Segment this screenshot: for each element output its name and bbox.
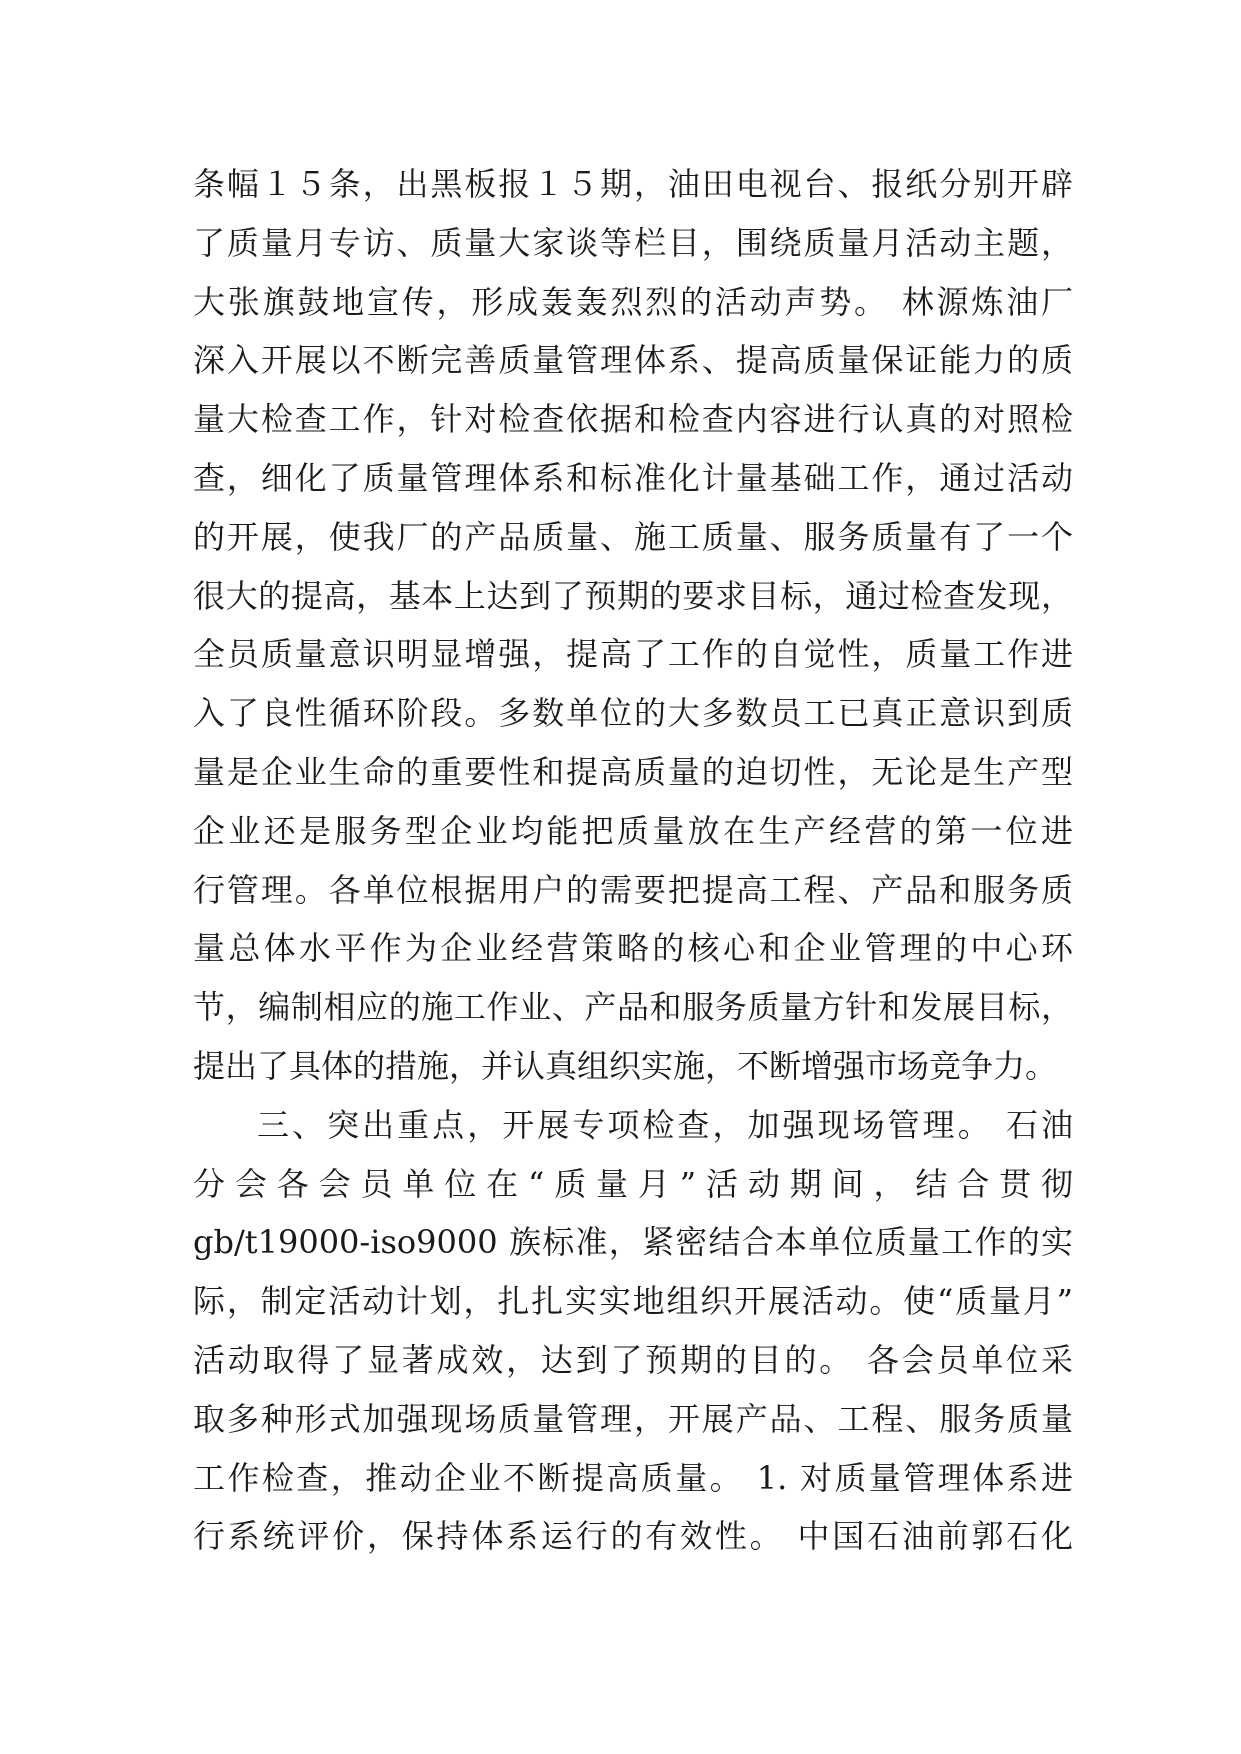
text-line: 活动取得了显著成效，达到了预期的目的。 各会员单位采 bbox=[193, 1340, 1073, 1379]
text-line: 工作检查，推动企业不断提高质量。 1. 对质量管理体系进 bbox=[193, 1458, 1073, 1497]
section-heading-line: 三、突出重点，开展专项检查，加强现场管理。 石油 bbox=[257, 1105, 1073, 1144]
text-line: 量大检查工作，针对检查依据和检查内容进行认真的对照检 bbox=[193, 400, 1073, 439]
text-line: 的开展，使我厂的产品质量、施工质量、服务质量有了一个 bbox=[193, 517, 1073, 556]
text-line: 企业还是服务型企业均能把质量放在生产经营的第一位进 bbox=[193, 811, 1073, 850]
text-line: 行系统评价，保持体系运行的有效性。 中国石油前郭石化 bbox=[193, 1517, 1073, 1556]
text-line: 行管理。各单位根据用户的需要把提高工程、产品和服务质 bbox=[193, 870, 1073, 909]
text-line: 分会各会员单位在“质量月”活动期间，结合贯彻 bbox=[193, 1164, 1073, 1203]
text-line: 大张旗鼓地宣传，形成轰轰烈烈的活动声势。 林源炼油厂 bbox=[193, 282, 1073, 321]
text-line: 提出了具体的措施，并认真组织实施，不断增强市场竞争力。 bbox=[193, 1046, 1058, 1085]
text-line: 量是企业生命的重要性和提高质量的迫切性，无论是生产型 bbox=[193, 752, 1073, 791]
text-line: gb/t19000-iso9000 族标准，紧密结合本单位质量工作的实 bbox=[193, 1223, 1073, 1262]
text-line: 取多种形式加强现场质量管理，开展产品、工程、服务质量 bbox=[193, 1399, 1073, 1438]
text-line: 了质量月专访、质量大家谈等栏目，围绕质量月活动主题， bbox=[193, 223, 1073, 262]
text-line: 很大的提高，基本上达到了预期的要求目标，通过检查发现， bbox=[193, 576, 1073, 615]
text-line: 量总体水平作为企业经营策略的核心和企业管理的中心环 bbox=[193, 929, 1073, 968]
text-line: 际，制定活动计划，扎扎实实地组织开展活动。使“质量月” bbox=[193, 1282, 1073, 1321]
text-line: 深入开展以不断完善质量管理体系、提高质量保证能力的质 bbox=[193, 341, 1073, 380]
text-line: 节，编制相应的施工作业、产品和服务质量方针和发展目标， bbox=[193, 988, 1073, 1027]
body-text bbox=[193, 155, 1073, 1566]
text-line: 查，细化了质量管理体系和标准化计量基础工作，通过活动 bbox=[193, 458, 1073, 497]
text-line: 条幅１５条，出黑板报１５期，油田电视台、报纸分别开辟 bbox=[193, 165, 1073, 203]
text-line: 入了良性循环阶段。多数单位的大多数员工已真正意识到质 bbox=[193, 694, 1073, 733]
text-line: 全员质量意识明显增强，提高了工作的自觉性，质量工作进 bbox=[193, 635, 1073, 674]
